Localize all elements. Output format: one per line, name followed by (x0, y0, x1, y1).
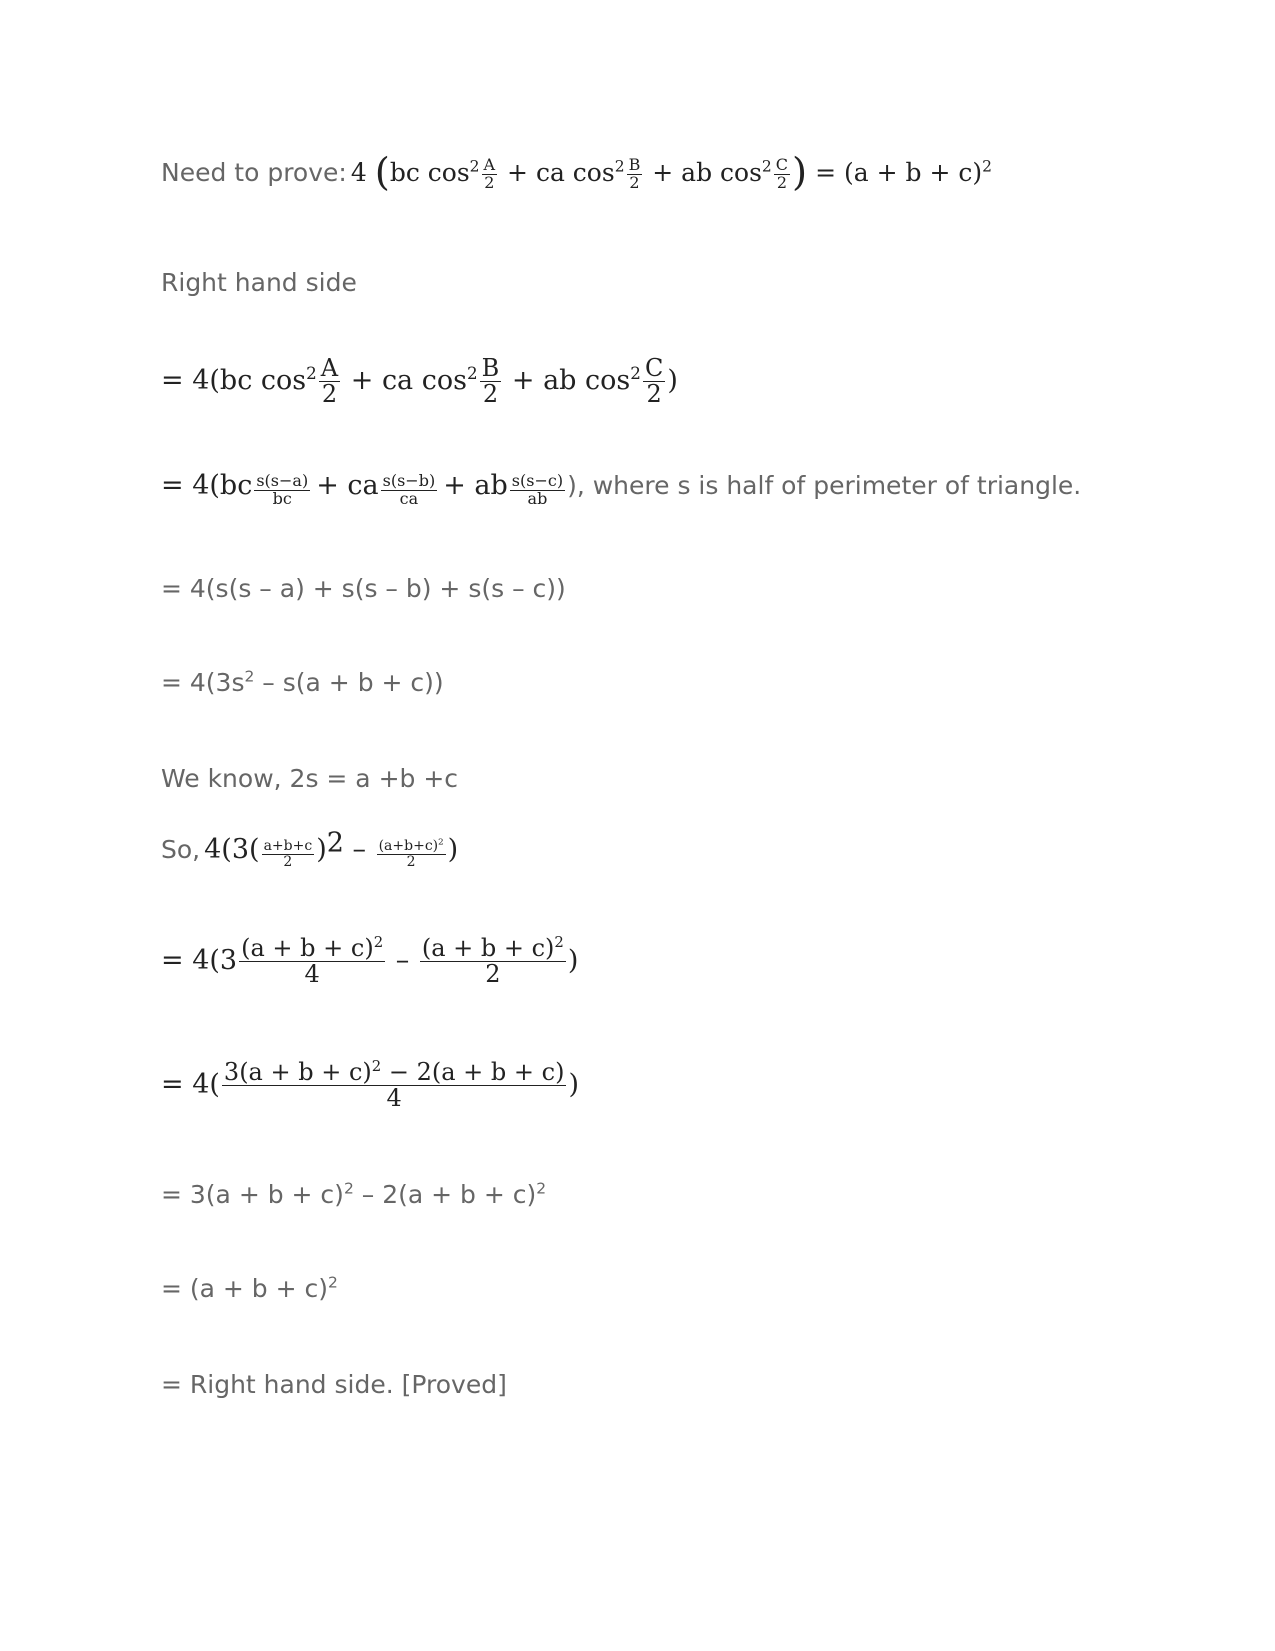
statement-label: Need to prove: (161, 158, 347, 187)
fraction-a-over-2: $\frac{A}{2}$ (483, 155, 496, 192)
step-7: = $3(a + b + c)^2 - 2(a + b + c)^2$ (161, 1179, 547, 1209)
fraction-c-over-2: $\frac{C}{2}$ (775, 155, 789, 192)
rhs-heading: Right hand side (161, 268, 357, 297)
step-4: = $4(3s^2 - s(a + b + c))$ (161, 667, 444, 697)
step-6: = 4( $\frac{3(a + b + c)^2 - 2(a + b + c)}{4}$ ) (161, 1057, 579, 1113)
step-2: = 4(bc $\frac{s(s-a)}{bc}$ + ca $\frac{s(s-b)}{ca}$ + ab $\frac{s(s-c)}{ab}$ ), where s is half of perimeter of triangle. (161, 470, 1082, 508)
substitution-line: So, 4(3( $\frac{a+b+c}{2}$ )$^2$ – $\frac{(a+b+c)^2}{2}$ ) (161, 827, 459, 870)
step-1: = 4(bc $\cos^2$ $\frac{A}{2}$ + ca $\cos^2$ $\frac{B}{2}$ + ab $\cos^2$ $\frac{C}{2}$ ) (161, 354, 678, 409)
conclusion: = Right hand side. [Proved] (161, 1370, 507, 1399)
known-relation: We know, 2s = a +b +c (161, 764, 459, 793)
statement-equation: 4 (bc $\cos^2$ $\frac{A}{2}$ + ca $\cos^2$ $\frac{B}{2}$ + ab $\cos^2$ $\frac{C}{2}$ ) = $(a + b + c)^2$ (350, 150, 992, 195)
step-3: = 4(s(s – a) + s(s – b) + s(s – c)) (161, 574, 566, 603)
statement-line (161, 150, 992, 195)
step-8: = $(a + b + c)^2$ (161, 1273, 338, 1303)
fraction-b-over-2: $\frac{B}{2}$ (628, 155, 641, 192)
step-5: = 4(3 $\frac{(a + b + c)^2}{4}$ – $\frac{(a + b + c)^2}{2}$ ) (161, 933, 579, 989)
